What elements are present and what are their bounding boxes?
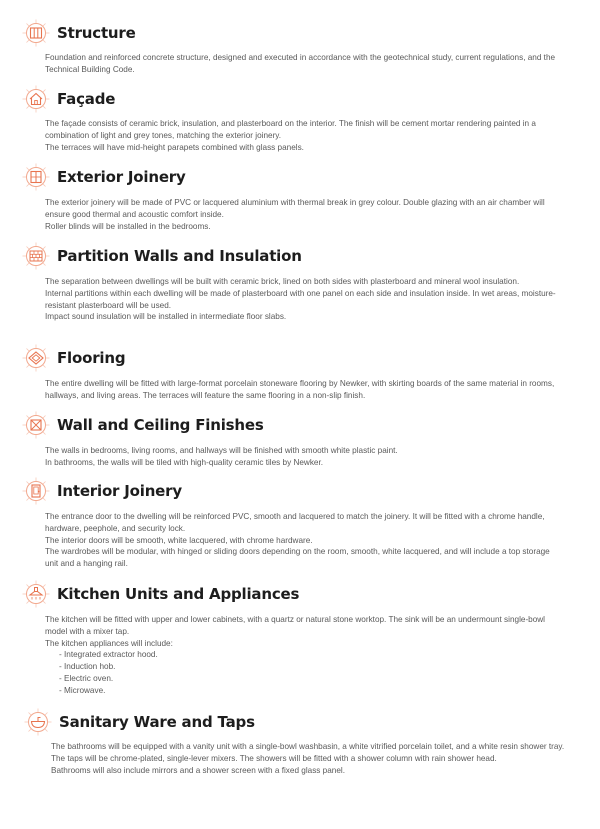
section-title: Flooring xyxy=(57,349,126,367)
section-body xyxy=(45,378,565,402)
floor-tile-icon xyxy=(22,344,50,372)
section-title: Interior Joinery xyxy=(57,482,182,500)
door-icon xyxy=(22,477,50,505)
paragraph: Impact sound insulation will be installed in intermediate floor slabs. xyxy=(45,312,287,322)
brick-wall-icon xyxy=(22,242,50,270)
paragraph: Internal partitions within each dwelling will be made of plasterboard with one panel on each side and insulation inside. In wet areas, moisture-resistant plasterboard will be used. xyxy=(45,288,556,310)
house-icon xyxy=(22,85,50,113)
section-title: Structure xyxy=(57,24,136,42)
section-title: Partition Walls and Insulation xyxy=(57,247,302,265)
paragraph: The terraces will have mid-height parapets combined with glass panels. xyxy=(45,142,304,152)
section-body xyxy=(45,197,565,232)
section-title: Sanitary Ware and Taps xyxy=(59,713,255,731)
section-header xyxy=(24,708,255,736)
section-title: Wall and Ceiling Finishes xyxy=(57,416,264,434)
paragraph: The wardrobes will be modular, with hinged or sliding doors depending on the room, smooth, white lacquered, and will include a top storage unit and a hanging rail. xyxy=(45,547,550,569)
section-header xyxy=(22,580,299,608)
list-item: - Induction hob. xyxy=(59,662,116,672)
paragraph: The taps will be chrome-plated, single-lever mixers. The showers will be fitted with a shower column with rain shower head. xyxy=(51,753,497,763)
section-body xyxy=(51,741,566,776)
list-item: - Integrated extractor hood. xyxy=(59,650,158,660)
paragraph: The entrance door to the dwelling will be reinforced PVC, smooth and lacquered to match the joinery. It will be fitted with a chrome handle, hardware, peephole, and security lock. xyxy=(45,512,545,533)
paragraph: The entire dwelling will be fitted with large-format porcelain stoneware flooring by Newker, with skirting boards of the same material in rooms, hallways, and living areas. The terraces will feature the same flooring in a non-slip finish. xyxy=(45,379,555,400)
section-title: Kitchen Units and Appliances xyxy=(57,585,300,603)
washbasin-icon xyxy=(24,708,52,736)
paragraph: Bathrooms will also include mirrors and a shower screen with a fixed glass panel. xyxy=(51,765,345,775)
paragraph: The interior doors will be smooth, white lacquered, with chrome hardware. xyxy=(45,535,313,545)
paragraph: Foundation and reinforced concrete structure, designed and executed in accordance with the geotechnical study, current regulations, and the Technical Building Code. xyxy=(45,53,556,74)
paragraph: The bathrooms will be equipped with a vanity unit with a single-bowl washbasin, a white vitrified porcelain toilet, and a white resin shower tray. xyxy=(51,742,565,751)
paragraph: The kitchen appliances will include: xyxy=(45,638,173,648)
section-header xyxy=(22,19,136,47)
structure-icon xyxy=(22,19,50,47)
section-header xyxy=(22,477,182,505)
section-body xyxy=(45,614,565,697)
paragraph: The façade consists of ceramic brick, insulation, and plasterboard on the interior. The finish will be cement mortar rendering painted in a combination of light and grey tones, matching the exterior joinery. xyxy=(45,119,536,140)
paragraph: In bathrooms, the walls will be tiled with high-quality ceramic tiles by Newker. xyxy=(45,457,324,467)
section-title: Exterior Joinery xyxy=(57,168,186,186)
section-header xyxy=(22,85,115,113)
section-body xyxy=(45,118,565,153)
window-icon xyxy=(22,163,50,191)
section-header xyxy=(22,242,302,270)
paragraph: The separation between dwellings will be built with ceramic brick, lined on both sides with plasterboard and mineral wool insulation. xyxy=(45,277,520,286)
section-header xyxy=(22,411,264,439)
paragraph: The kitchen will be fitted with upper and lower cabinets, with a quartz or natural stone worktop. The sink will be an undermount single-bowl model with a mixer tap. xyxy=(45,615,546,636)
kitchen-hood-icon xyxy=(22,580,50,608)
section-body xyxy=(45,276,565,323)
paragraph: Roller blinds will be installed in the bedrooms. xyxy=(45,221,211,231)
list-item: - Microwave. xyxy=(59,685,106,695)
section-body xyxy=(45,445,565,469)
section-title: Façade xyxy=(57,90,116,108)
section-header xyxy=(22,163,186,191)
wall-finish-icon xyxy=(22,411,50,439)
paragraph: The walls in bedrooms, living rooms, and hallways will be finished with smooth white plastic paint. xyxy=(45,446,398,455)
section-body xyxy=(45,52,565,76)
section-body xyxy=(45,511,565,570)
section-header xyxy=(22,344,125,372)
list-item: - Electric oven. xyxy=(59,673,114,683)
paragraph: The exterior joinery will be made of PVC or lacquered aluminium with thermal break in grey colour. Double glazing with an air chamber will ensure good thermal and acoustic comfort inside. xyxy=(45,198,545,219)
